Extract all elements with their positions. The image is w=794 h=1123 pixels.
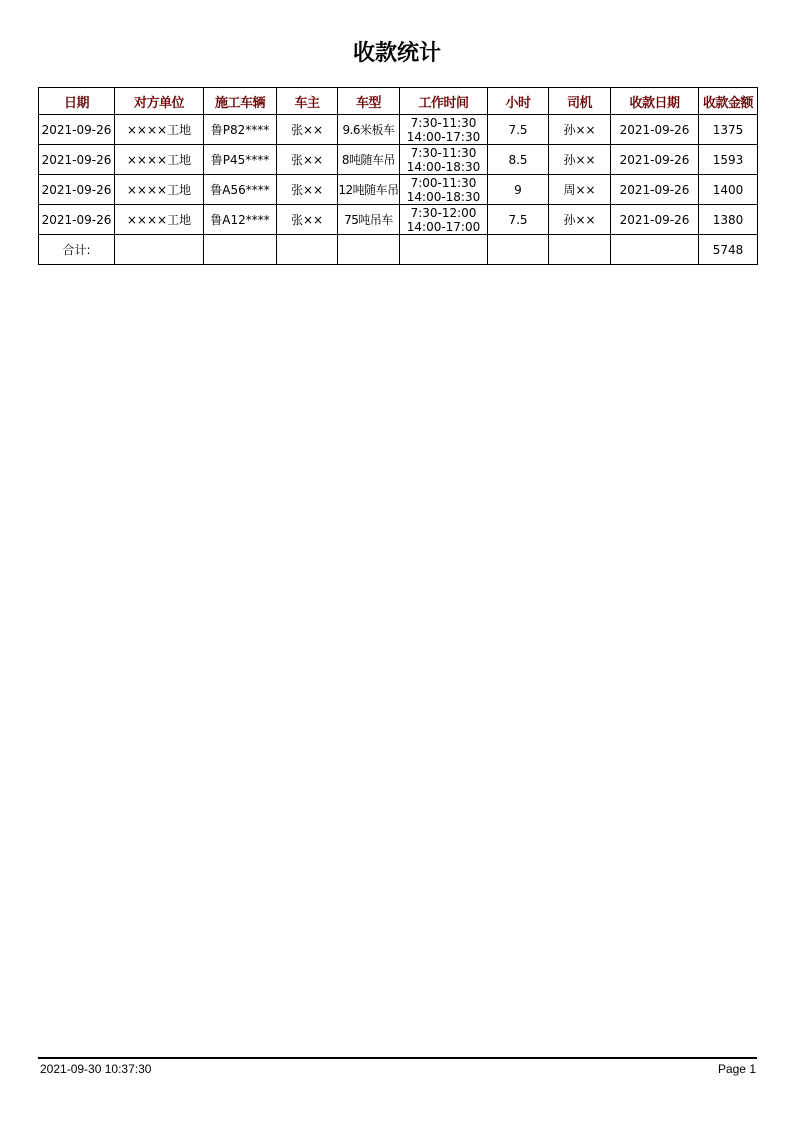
cell-work-time [400,115,488,145]
cell-hours: 7.5 [488,115,549,145]
cell-pay-date: 2021-09-26 [611,145,699,175]
cell-owner: 张×× [277,175,338,205]
table-row [39,205,758,235]
cell-driver: 周×× [549,175,611,205]
work-time-pm: 14:00-17:30 [406,129,481,144]
work-time-am: 7:30-11:30 [410,115,477,130]
print-timestamp: 2021-09-30 10:37:30 [40,1062,152,1076]
cell-date: 2021-09-26 [39,205,115,235]
col-header-vehicle: 施工车辆 [204,88,277,115]
empty-cell [338,235,400,265]
cell-vehicle: 鲁P45**** [204,145,277,175]
col-header-car-type: 车型 [338,88,400,115]
cell-date: 2021-09-26 [39,145,115,175]
total-row [39,235,758,265]
col-header-pay-date: 收款日期 [611,88,699,115]
cell-unit: ××××工地 [115,145,204,175]
cell-car-type: 8吨随车吊 [338,145,400,175]
cell-hours: 9 [488,175,549,205]
empty-cell [611,235,699,265]
table-row [39,175,758,205]
header-row [39,88,758,115]
work-time-pm: 14:00-18:30 [406,159,481,174]
report-title: 收款统计 [352,40,441,66]
cell-vehicle: 鲁A56**** [204,175,277,205]
cell-pay-date: 2021-09-26 [611,115,699,145]
col-header-work-time: 工作时间 [400,88,488,115]
cell-amount: 1400 [699,175,758,205]
cell-pay-date: 2021-09-26 [611,175,699,205]
collection-table [38,87,758,265]
total-label: 合计: [39,235,115,265]
cell-car-type: 12吨随车吊 [338,175,400,205]
cell-car-type: 9.6米板车 [338,115,400,145]
cell-driver: 孙×× [549,115,611,145]
col-header-owner: 车主 [277,88,338,115]
cell-owner: 张×× [277,205,338,235]
empty-cell [115,235,204,265]
work-time-am: 7:00-11:30 [410,175,477,190]
cell-unit: ××××工地 [115,205,204,235]
work-time-am: 7:30-11:30 [410,145,477,160]
cell-vehicle: 鲁A12**** [204,205,277,235]
cell-car-type: 75吨吊车 [338,205,400,235]
col-header-date: 日期 [39,88,115,115]
cell-owner: 张×× [277,115,338,145]
cell-unit: ××××工地 [115,115,204,145]
col-header-amount: 收款金额 [699,88,758,115]
col-header-unit: 对方单位 [115,88,204,115]
footer-divider [38,1057,757,1059]
page-number: Page 1 [717,1062,756,1076]
table-row [39,115,758,145]
cell-hours: 8.5 [488,145,549,175]
cell-amount: 1593 [699,145,758,175]
total-amount: 5748 [699,235,758,265]
cell-owner: 张×× [277,145,338,175]
work-time-am: 7:30-12:00 [410,205,477,220]
table-row [39,145,758,175]
empty-cell [204,235,277,265]
cell-work-time [400,205,488,235]
cell-work-time [400,145,488,175]
cell-unit: ××××工地 [115,175,204,205]
work-time-pm: 14:00-18:30 [406,189,481,204]
empty-cell [549,235,611,265]
cell-amount: 1380 [699,205,758,235]
cell-driver: 孙×× [549,205,611,235]
empty-cell [488,235,549,265]
empty-cell [277,235,338,265]
col-header-driver: 司机 [549,88,611,115]
empty-cell [400,235,488,265]
cell-driver: 孙×× [549,145,611,175]
cell-date: 2021-09-26 [39,115,115,145]
work-time-pm: 14:00-17:00 [406,219,481,234]
cell-hours: 7.5 [488,205,549,235]
cell-amount: 1375 [699,115,758,145]
cell-pay-date: 2021-09-26 [611,205,699,235]
cell-vehicle: 鲁P82**** [204,115,277,145]
col-header-hours: 小时 [488,88,549,115]
cell-date: 2021-09-26 [39,175,115,205]
cell-work-time [400,175,488,205]
